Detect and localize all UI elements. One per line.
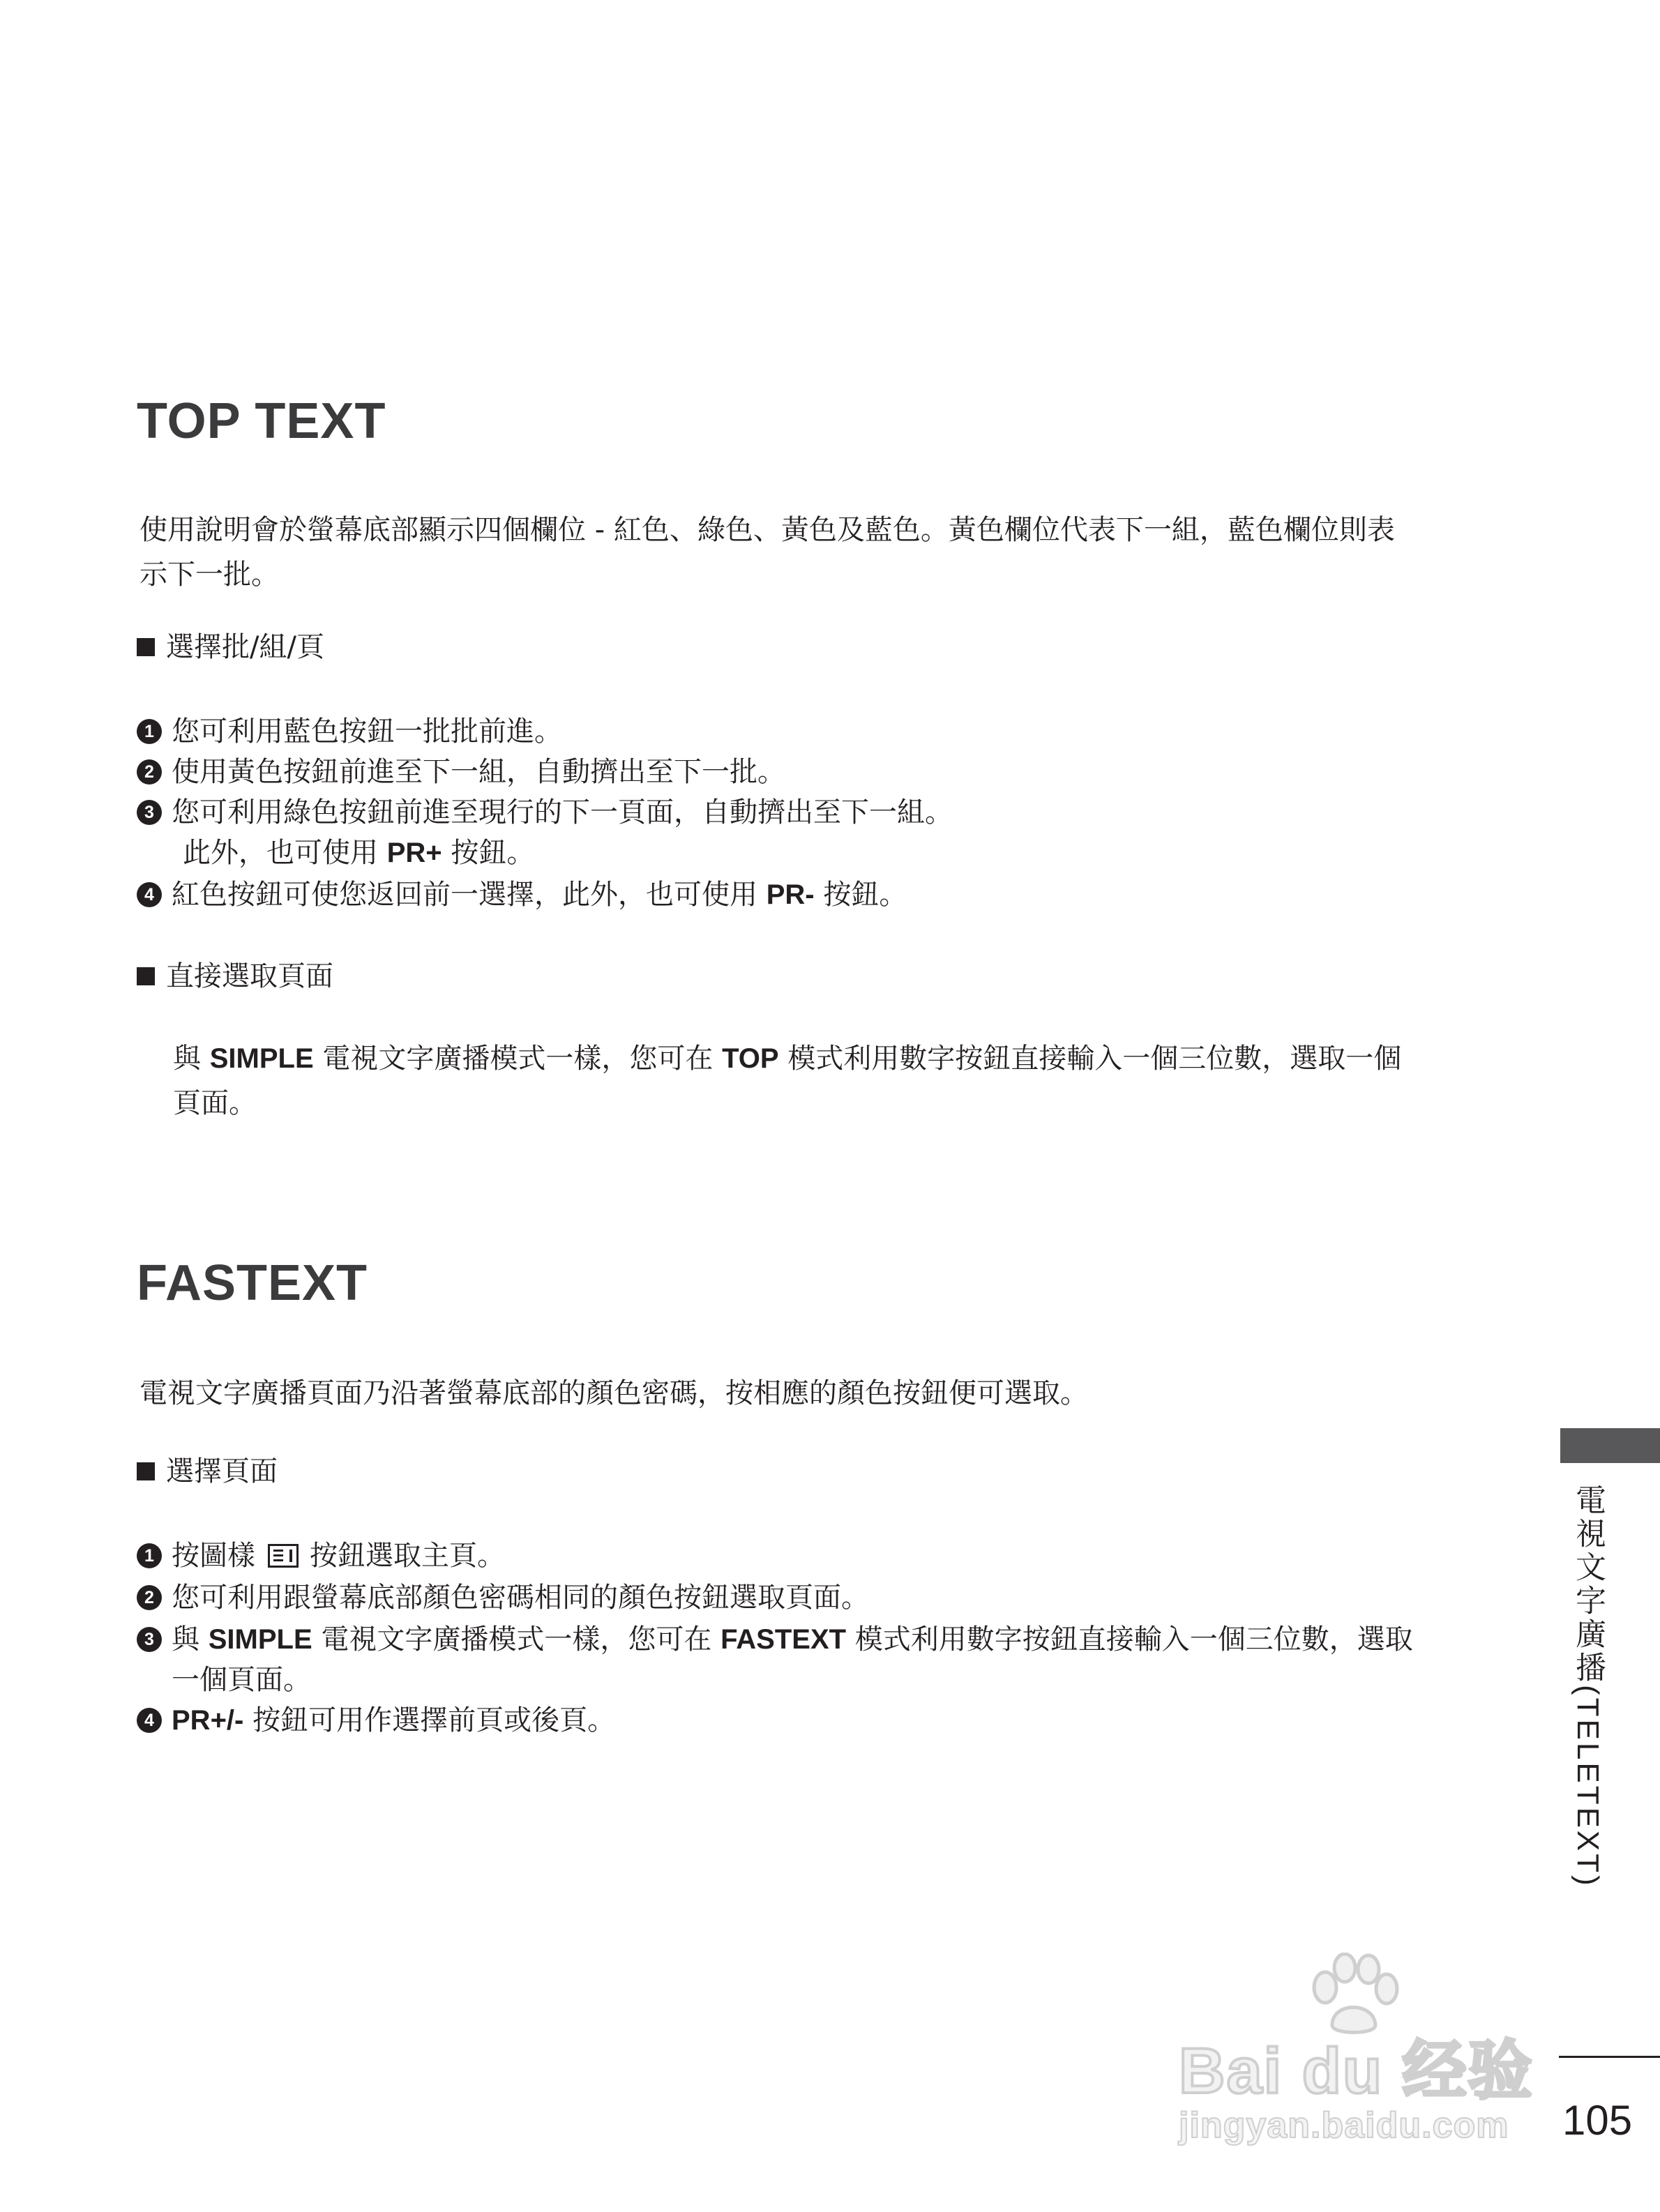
square-bullet-icon <box>137 1462 155 1480</box>
side-tab-label <box>1568 1484 1610 1888</box>
step-text: 使用黃色按鈕前進至下一組，自動擠出至下一批。 <box>172 756 785 788</box>
step-item <box>137 1700 1490 1741</box>
subheading-label: 直接選取頁面 <box>166 960 333 992</box>
subheading-select-page <box>137 1452 278 1491</box>
step-item <box>137 1577 1490 1618</box>
page-number: 105 <box>1562 2097 1633 2144</box>
step-3-continuation <box>183 833 534 873</box>
step-text <box>172 874 1490 915</box>
step-item <box>137 1536 1490 1576</box>
text-part: 模式利用數字按鈕直接輸入一個三位數，選取 <box>846 1623 1413 1656</box>
watermark <box>1179 1953 1569 2155</box>
step-text: 您可利用跟螢幕底部顏色密碼相同的顏色按鈕選取頁面。 <box>172 1582 869 1614</box>
text-part: 按鈕可用作選擇前頁或後頁。 <box>243 1704 616 1736</box>
side-tab-latin: (TELETEXT) <box>1571 1685 1605 1888</box>
subheading-label: 選擇頁面 <box>166 1455 278 1487</box>
side-tab-cjk: 電視文字廣播 <box>1570 1484 1606 1685</box>
step-item <box>137 752 1490 792</box>
step-number-icon: 4 <box>137 1708 162 1733</box>
step-item <box>137 874 1490 915</box>
step-item <box>137 1619 1490 1700</box>
top-text-intro-line1: 使用說明會於螢幕底部顯示四個欄位 - 紅色、綠色、黃色及藍色。黃色欄位代表下一組，藍色欄位則表 <box>139 514 1395 546</box>
square-bullet-icon <box>137 638 155 656</box>
step-text-part: 按鈕。 <box>814 879 907 911</box>
mode-name: TOP <box>722 1043 779 1074</box>
watermark-url: jingyan.baidu.com <box>1179 2105 1509 2146</box>
step-text: 此外，也可使用 <box>183 837 387 869</box>
section-title-fastext: FASTEXT <box>137 1255 368 1311</box>
subheading-label: 選擇批/組/頁 <box>166 631 324 663</box>
top-text-intro <box>139 508 1479 597</box>
text-part: 與 <box>173 1043 210 1075</box>
square-bullet-icon <box>137 967 155 985</box>
step-item <box>137 711 1490 752</box>
button-name: PR+/- <box>172 1705 244 1736</box>
step-number-icon: 3 <box>137 1627 162 1652</box>
text-part: 頁面。 <box>173 1087 257 1119</box>
step-number-icon: 3 <box>137 800 162 825</box>
step-number-icon: 1 <box>137 719 162 744</box>
button-name: PR- <box>766 879 815 910</box>
text-part: 一個頁面。 <box>172 1664 311 1696</box>
top-text-intro-line2: 示下一批。 <box>139 559 279 591</box>
subheading-select-batch <box>137 628 324 667</box>
index-button-icon <box>268 1544 299 1568</box>
step-text <box>172 1700 1490 1741</box>
step-number-icon: 2 <box>137 759 162 785</box>
step-text: 按鈕。 <box>442 837 535 869</box>
step-number-icon: 4 <box>137 882 162 907</box>
text-part: 按圖樣 <box>172 1540 255 1572</box>
step-number-icon: 1 <box>137 1543 162 1568</box>
step-text-part: 紅色按鈕可使您返回前一選擇，此外，也可使用 <box>172 879 767 911</box>
step-text <box>172 1536 1490 1576</box>
text-part: 模式利用數字按鈕直接輸入一個三位數，選取一個 <box>778 1043 1402 1075</box>
side-tab-bar <box>1560 1428 1660 1463</box>
step-text: 您可利用藍色按鈕一批批前進。 <box>172 715 562 748</box>
mode-name: FASTEXT <box>720 1624 847 1655</box>
subheading-direct-select <box>137 957 333 996</box>
section-title-top-text: TOP TEXT <box>137 393 386 449</box>
step-item <box>137 792 1490 833</box>
footer-rule <box>1559 2056 1660 2058</box>
text-part: 電視文字廣播模式一樣，您可在 <box>312 1623 721 1656</box>
step-text <box>172 1619 1490 1700</box>
step-number-icon: 2 <box>137 1585 162 1610</box>
step-text: 您可利用綠色按鈕前進至現行的下一頁面，自動擠出至下一組。 <box>172 796 953 828</box>
text-part: 與 <box>172 1623 209 1656</box>
text-part: 按鈕選取主頁。 <box>310 1540 505 1572</box>
fastext-intro: 電視文字廣播頁面乃沿著螢幕底部的顏色密碼，按相應的顏色按鈕便可選取。 <box>139 1377 1088 1409</box>
direct-select-text <box>173 1036 1484 1126</box>
button-name: PR+ <box>386 838 442 868</box>
mode-name: SIMPLE <box>209 1043 314 1074</box>
mode-name: SIMPLE <box>208 1624 312 1655</box>
text-part: 電視文字廣播模式一樣，您可在 <box>313 1043 723 1075</box>
watermark-brand: Bai du 经验 <box>1179 2036 1534 2107</box>
